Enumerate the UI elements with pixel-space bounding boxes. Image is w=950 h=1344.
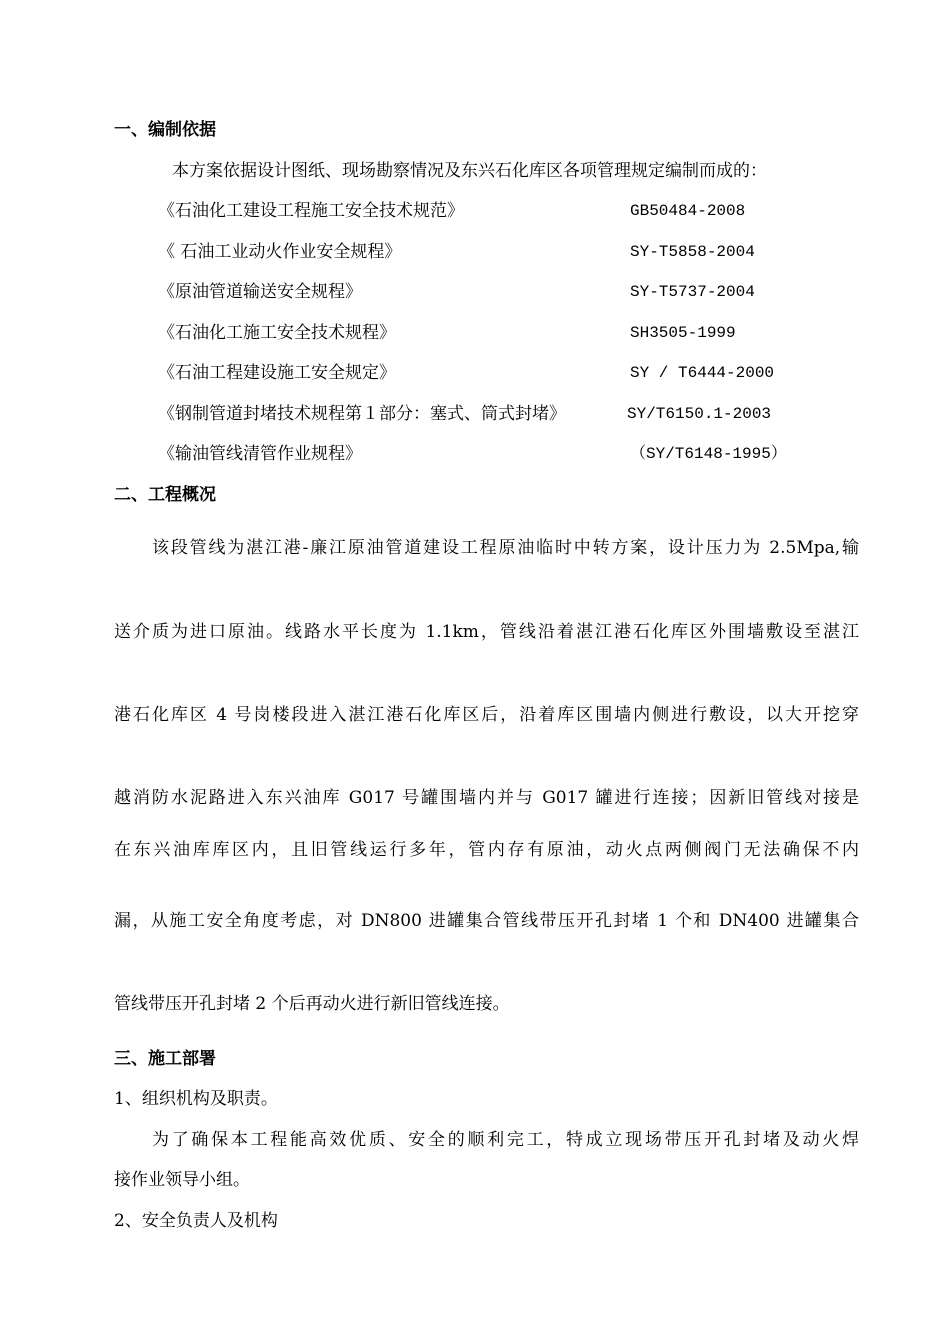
deployment-item-1-text: 接作业领导小组。 [114,1170,250,1190]
overview-paragraph-line: 管线带压开孔封堵 2 个后再动火进行新旧管线连接。 [114,994,510,1014]
reference-title: 《石油化工施工安全技术规程》 [158,323,396,343]
reference-title: 《石油化工建设工程施工安全技术规范》 [158,201,464,221]
overview-paragraph-line: 该段管线为湛江港-廉江原油管道建设工程原油临时中转方案，设计压力为 2.5Mpa,输 [152,538,859,558]
overview-paragraph-line: 越消防水泥路进入东兴油库 G017 号罐围墙内并与 G017 罐进行连接；因新旧管线对接是 [114,788,859,808]
reference-code: SY-T5737-2004 [630,283,755,301]
basis-intro: 本方案依据设计图纸、现场勘察情况及东兴石化库区各项管理规定编制而成的： [172,161,767,181]
reference-code: SY / T6444-2000 [630,364,775,382]
overview-paragraph-line: 漏，从施工安全角度考虑，对 DN800 进罐集合管线带压开孔封堵 1 个和 DN400 进罐集合 [114,911,859,931]
reference-code: （SY/T6148-1995） [630,445,787,463]
overview-paragraph-line: 在东兴油库库区内，且旧管线运行多年，管内存有原油，动火点两侧阀门无法确保不内 [114,840,859,860]
overview-paragraph-line: 送介质为进口原油。线路水平长度为 1.1km，管线沿着湛江港石化库区外围墙敷设至湛江 [114,622,859,642]
reference-code: SY/T6150.1-2003 [627,405,772,423]
reference-title: 《 石油工业动火作业安全规程》 [158,242,402,262]
reference-title: 《输油管线清管作业规程》 [158,444,362,464]
section-heading-overview: 二、工程概况 [114,485,216,505]
reference-code: GB50484-2008 [630,202,746,220]
reference-code: SY-T5858-2004 [630,243,755,261]
section-heading-basis: 一、编制依据 [114,120,216,140]
reference-title: 《原油管道输送安全规程》 [158,282,362,302]
deployment-item-1-text: 为了确保本工程能高效优质、安全的顺利完工，特成立现场带压开孔封堵及动火焊 [152,1130,859,1150]
overview-paragraph-line: 港石化库区 4 号岗楼段进入湛江港石化库区后，沿着库区围墙内侧进行敷设，以大开挖穿 [114,705,859,725]
reference-title: 《钢制管道封堵技术规程第１部分：塞式、筒式封堵》 [158,404,566,424]
reference-code: SH3505-1999 [630,324,736,342]
reference-title: 《石油工程建设施工安全规定》 [158,363,396,383]
deployment-item-1: 1、组织机构及职责。 [114,1089,278,1109]
deployment-item-2: 2、安全负责人及机构 [114,1211,278,1231]
section-heading-deployment: 三、施工部署 [114,1049,216,1069]
